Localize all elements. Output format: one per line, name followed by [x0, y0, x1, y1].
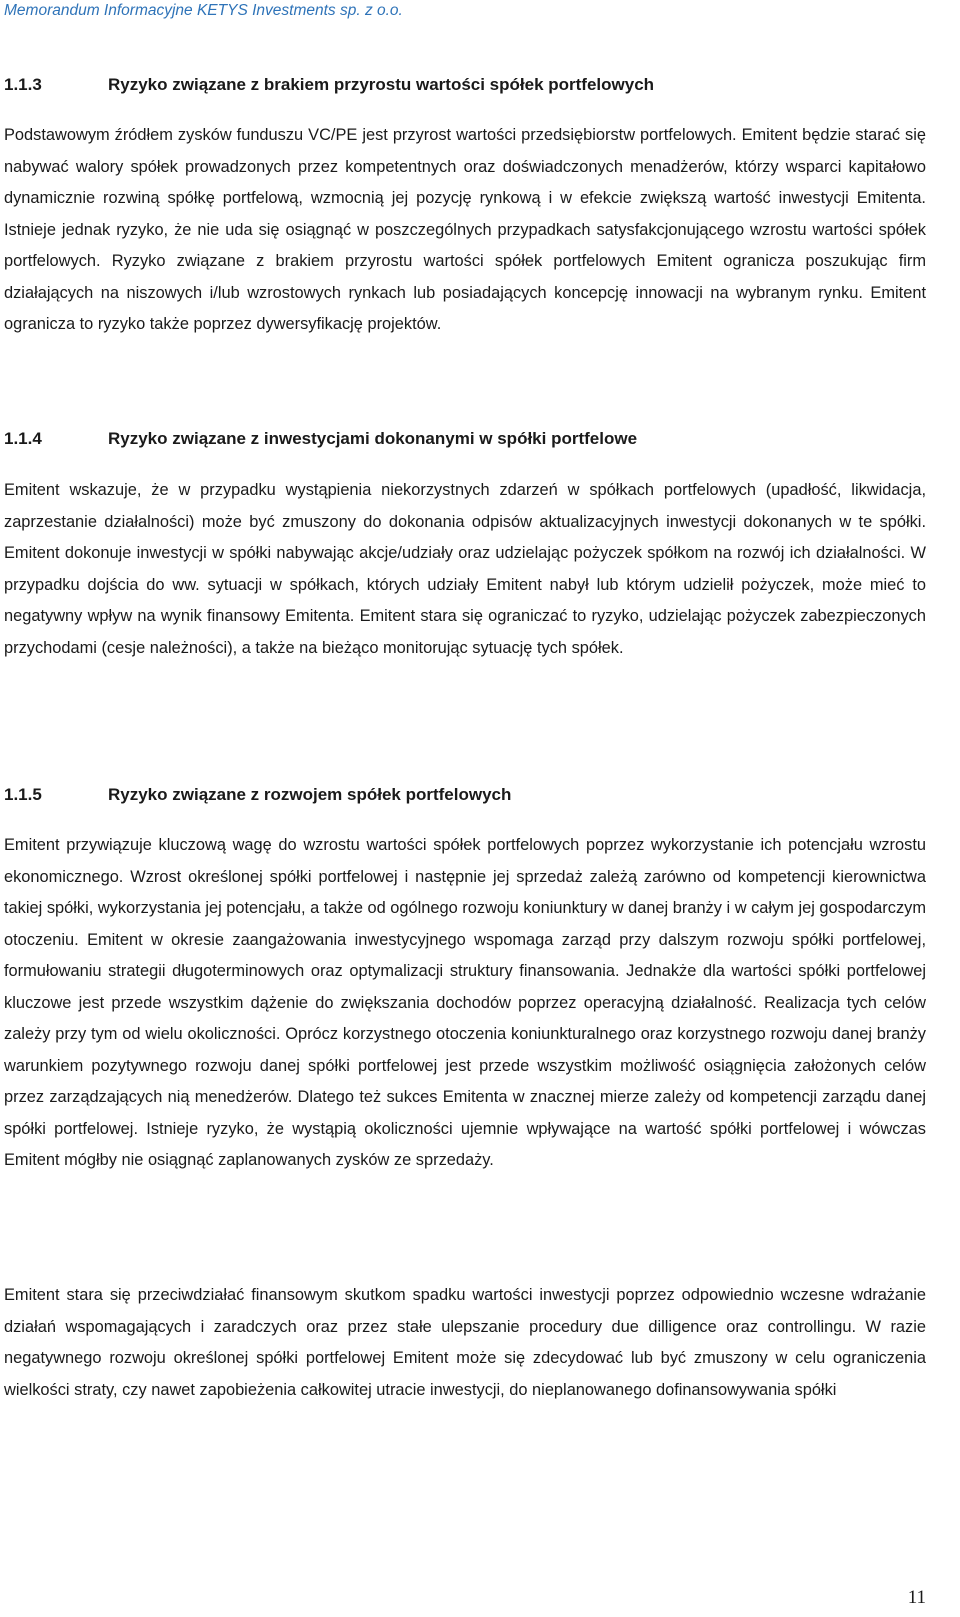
- section-number: 1.1.5: [4, 785, 42, 804]
- paragraph: Emitent wskazuje, że w przypadku wystąpienia niekorzystnych zdarzeń w spółkach portfelowych (upadłość, likwidacja, zaprzestanie działalności) może być zmuszony do dokonania odpisów aktualizacyjnych inwestycji dokonanych w te spółki. Emitent dokonuje inwestycji w spółki nabywając akcje/udziały oraz udzielając pożyczek spółkom na rozwój ich działalności. W przypadku dojścia do ww. sytuacji w spółkach, których udziały Emitent nabył lub którym udzielił pożyczek, może mieć to negatywny wpływ na wynik finansowy Emitenta. Emitent stara się ograniczać to ryzyko, udzielając pożyczek zabezpieczonych przychodami (cesje należności), a także na bieżąco monitorując sytuację tych spółek.: [4, 481, 926, 657]
- section-number: 1.1.4: [4, 429, 42, 448]
- page-number: 11: [907, 1587, 926, 1608]
- section-title: Ryzyko związane z inwestycjami dokonanymi w spółki portfelowe: [108, 429, 638, 448]
- paragraph: Podstawowym źródłem zysków funduszu VC/PE jest przyrost wartości przedsiębiorstw portfelowych. Emitent będzie starać się nabywać walory spółek prowadzonych przez kompetentnych oraz doświadczonych menadżerów, którzy wsparci kapitałowo dynamicznie rozwiną spółkę portfelową, wzmocnią jej pozycję rynkową i w efekcie zwiększą wartość inwestycji Emitenta. Istnieje jednak ryzyko, że nie uda się osiągnąć w poszczególnych przypadkach satysfakcjonującego wzrostu wartości spółek portfelowych. Ryzyko związane z brakiem przyrostu wartości spółek portfelowych Emitent ogranicza poszukując firm działających na niszowych i/lub wzrostowych rynkach lub posiadających koncepcję innowacji na wybranym rynku. Emitent ogranicza to ryzyko także poprzez dywersyfikację projektów.: [4, 126, 926, 333]
- paragraph: Emitent przywiązuje kluczową wagę do wzrostu wartości spółek portfelowych poprzez wykorzystanie ich potencjału wzrostu ekonomicznego. Wzrost określonej spółki portfelowej i następnie jej sprzedaż zależą zarówno od kompetencji kierownictwa takiej spółki, wykorzystania jej potencjału, a także od ogólnego rozwoju koniunktury w danej branży i w całym jej gospodarczym otoczeniu. Emitent w okresie zaangażowania inwestycyjnego wspomaga zarząd przy dalszym rozwoju spółki portfelowej, formułowaniu strategii długoterminowych oraz optymalizacji struktury finansowania. Jednakże dla wartości spółki portfelowej kluczowe jest przede wszystkim dążenie do zwiększania dochodów poprzez operacyjną działalność. Realizacja tych celów zależy przy tym od wielu okoliczności. Oprócz korzystnego otoczenia koniunkturalnego oraz korzystnego rozwoju danej branży warunkiem pozytywnego rozwoju danej spółki portfelowej jest przede wszystkim możliwość osiągnięcia założonych celów przez zarządzających nią menedżerów. Dlatego też sukces Emitenta w znacznej mierze zależy od kompetencji zarządu danej spółki portfelowej. Istnieje ryzyko, że wystąpią okoliczności ujemnie wpływające na wartość spółki portfelowej i wówczas Emitent mógłby nie osiągnąć zaplanowanych zysków ze sprzedaży.: [4, 836, 926, 1169]
- section-heading: [4, 74, 924, 96]
- section-title: Ryzyko związane z rozwojem spółek portfelowych: [108, 785, 512, 804]
- running-header: Memorandum Informacyjne KETYS Investments sp. z o.o.: [4, 2, 403, 19]
- section-heading: [4, 428, 924, 450]
- paragraph: Emitent stara się przeciwdziałać finansowym skutkom spadku wartości inwestycji poprzez odpowiednio wczesne wdrażanie działań wspomagających i zaradczych oraz przez stałe ulepszanie procedury due dilligence oraz controllingu. W razie negatywnego rozwoju określonej spółki portfelowej Emitent może się zdecydować lub być zmuszony w celu ograniczenia wielkości straty, czy nawet zapobieżenia całkowitej utracie inwestycji, do nieplanowanego dofinansowywania spółki: [4, 1286, 926, 1399]
- section-title: Ryzyko związane z brakiem przyrostu wartości spółek portfelowych: [108, 75, 655, 94]
- section-heading: [4, 784, 924, 806]
- section-number: 1.1.3: [4, 75, 42, 94]
